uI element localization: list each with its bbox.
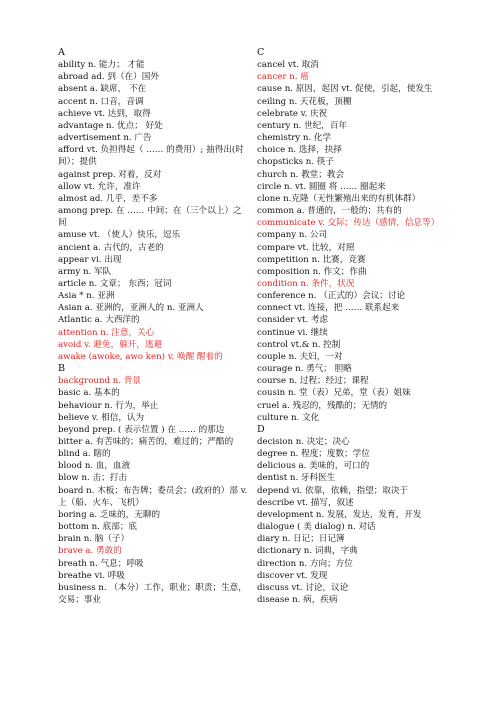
vocabulary-entry: development n. 发展，发达，发育，开发 xyxy=(257,509,422,520)
vocabulary-entry: courage n. 勇气； 胆略 xyxy=(257,364,352,375)
vocabulary-entry: almost ad. 几乎，差不多 xyxy=(58,193,158,204)
vocabulary-entry: blow n. 击；打击 xyxy=(58,473,127,484)
vocabulary-entry: connect vt. 连接，把 …… 联系起来 xyxy=(257,303,400,314)
vocabulary-entry: army n. 军队 xyxy=(58,266,112,277)
section-letter-heading: D xyxy=(257,423,265,435)
vocabulary-entry: afford vt. 负担得起（ …… 的费用）; 抽得出(时间）；提供 xyxy=(58,145,244,168)
vocabulary-entry: continue vi. 继续 xyxy=(257,327,328,338)
vocabulary-entry: absent a. 缺席， 不在 xyxy=(58,84,147,95)
section-letter-heading: C xyxy=(257,47,265,58)
vocabulary-entry: avoid v. 避免，躲开，逃避 xyxy=(58,339,163,350)
vocabulary-entry: company n. 公司 xyxy=(257,230,328,241)
vocabulary-entry: blind a. 瞎的 xyxy=(58,449,111,460)
vocabulary-entry: discover vt. 发现 xyxy=(257,570,328,581)
vocabulary-entry: bottom n. 底部；底 xyxy=(58,522,138,533)
vocabulary-entry: condition n. 条件，状况 xyxy=(257,278,355,289)
vocabulary-entry: boring a. 乏味的，无聊的 xyxy=(58,509,161,520)
vocabulary-entry: decision n. 决定；决心 xyxy=(257,437,350,447)
vocabulary-entry: discuss vt. 讨论，议论 xyxy=(257,582,349,593)
vocabulary-column-right xyxy=(257,47,445,606)
vocabulary-entry: board n. 木板；布告牌；委员会；(政府的）部 v. 上（船、火车、飞机） xyxy=(58,485,248,508)
vocabulary-entry: circle n. vt. 圆圈 将 …… 圈起来 xyxy=(257,181,386,192)
vocabulary-entry: achieve vt. 达到，取得 xyxy=(58,108,151,119)
vocabulary-entry: consider vt. 考虑 xyxy=(257,315,329,326)
vocabulary-entry: cause n. 原因，起因 vt. 促使，引起，使发生 xyxy=(257,84,433,95)
vocabulary-entry: believe v. 相信，认为 xyxy=(58,412,145,423)
vocabulary-entry: dentist n. 牙科医生 xyxy=(257,473,336,484)
vocabulary-entry: awake (awoke, awo ken) v. 唤醒 醒着的 xyxy=(58,351,223,362)
vocabulary-entry: control vt.& n. 控制 xyxy=(257,339,341,350)
vocabulary-entry: breath n. 气息；呼吸 xyxy=(58,558,144,569)
vocabulary-entry: against prep. 对着，反对 xyxy=(58,169,162,180)
vocabulary-column-left xyxy=(58,47,248,606)
vocabulary-entry: breathe vi. 呼吸 xyxy=(58,570,125,581)
vocabulary-entry: behaviour n. 行为，举止 xyxy=(58,400,159,411)
vocabulary-entry: ancient a. 古代的，古老的 xyxy=(58,242,164,253)
vocabulary-entry: choice n. 选择，抉择 xyxy=(257,145,342,156)
vocabulary-entry: describe vt. 描写，叙述 xyxy=(257,497,354,508)
vocabulary-entry: business n. （本分）工作，职业；职责；生意，交易；事业 xyxy=(58,582,247,606)
vocabulary-entry: background n. 背景 xyxy=(58,376,141,387)
vocabulary-entry: attention n. 注意，关心 xyxy=(58,327,155,338)
vocabulary-entry: common a. 普通的，一般的；共有的 xyxy=(257,206,402,217)
vocabulary-entry: diary n. 日记；日记簿 xyxy=(257,534,345,545)
vocabulary-entry: disease n. 病，疾病 xyxy=(257,595,338,606)
vocabulary-entry: Asia * n. 亚洲 xyxy=(58,291,115,302)
vocabulary-entry: church n. 教堂；教会 xyxy=(257,169,345,180)
vocabulary-entry: article n. 文章； 东西；冠词 xyxy=(58,278,172,289)
vocabulary-entry: cancel vt. 取消 xyxy=(257,60,319,71)
vocabulary-entry: amuse vt. （使人）快乐，逗乐 xyxy=(58,230,181,241)
vocabulary-entry: brave a. 勇敢的 xyxy=(58,546,122,557)
vocabulary-entry: dictionary n. 词典，字典 xyxy=(257,546,358,557)
vocabulary-entry: composition n. 作文；作曲 xyxy=(257,266,367,277)
vocabulary-entry: Atlantic a. 大西洋的 xyxy=(58,315,140,326)
vocabulary-entry: abroad ad. 到（在）国外 xyxy=(58,72,159,83)
vocabulary-entry: culture n. 文化 xyxy=(257,412,320,423)
vocabulary-entry: depend vi. 依靠，依赖，指望；取决于 xyxy=(257,485,409,496)
vocabulary-entry: chemistry n. 化学 xyxy=(257,133,332,144)
vocabulary-entry: basic a. 基本的 xyxy=(58,388,120,399)
vocabulary-entry: appear vi. 出现 xyxy=(58,254,122,265)
vocabulary-entry: cousin n. 堂（表）兄弟，堂（表）姐妹 xyxy=(257,388,411,399)
vocabulary-entry: allow vt. 允许，准许 xyxy=(58,181,141,192)
vocabulary-entry: conference n. （正式的）会议；讨论 xyxy=(257,291,406,302)
vocabulary-entry: communicate v. 交际；传达（感情，信息等） xyxy=(257,218,440,229)
vocabulary-entry: ability n. 能力； 才能 xyxy=(58,60,145,71)
vocabulary-entry: advantage n. 优点； 好处 xyxy=(58,120,163,131)
vocabulary-entry: couple n. 夫妇，一对 xyxy=(257,351,343,362)
vocabulary-entry: competition n. 比赛，竞赛 xyxy=(257,254,366,265)
vocabulary-entry: clone n.克隆（无性繁殖出来的有机体群） xyxy=(257,193,421,204)
vocabulary-entry: ceiling n. 天花板，顶棚 xyxy=(257,96,352,107)
section-letter-heading: A xyxy=(58,47,65,58)
vocabulary-entry: century n. 世纪，百年 xyxy=(257,120,348,131)
vocabulary-entry: blood n. 血，血液 xyxy=(58,461,131,472)
vocabulary-entry: accent n. 口音，音调 xyxy=(58,96,144,107)
section-letter-heading: B xyxy=(58,363,66,375)
vocabulary-entry: course n. 过程；经过；课程 xyxy=(257,376,369,387)
vocabulary-entry: degree n. 程度；度数；学位 xyxy=(257,449,370,460)
vocabulary-entry: chopsticks n. 筷子 xyxy=(257,157,334,168)
vocabulary-entry: compare vt. 比较，对照 xyxy=(257,242,355,253)
vocabulary-entry: celebrate v. 庆祝 xyxy=(257,108,328,119)
vocabulary-entry: advertisement n. 广告 xyxy=(58,133,152,144)
vocabulary-entry: dialogue ( 美 dialog) n. 对话 xyxy=(257,522,376,533)
vocabulary-entry: cruel a. 残忍的，残酷的；无情的 xyxy=(257,400,388,411)
vocabulary-entry: bitter a. 有苦味的；痛苦的，难过的；严酷的 xyxy=(58,437,234,447)
vocabulary-entry: among prep. 在 …… 中间；在（三个以上）之间 xyxy=(58,206,242,229)
vocabulary-entry: brain n. 脑（子） xyxy=(58,534,130,545)
vocabulary-entry: beyond prep. ( 表示位置 ) 在 …… 的那边 xyxy=(58,424,225,435)
vocabulary-entry: Asian a. 亚洲的，亚洲人的 n. 亚洲人 xyxy=(58,303,204,314)
vocabulary-entry: direction n. 方向；方位 xyxy=(257,558,353,569)
vocabulary-entry: cancer n. 癌 xyxy=(257,72,309,83)
vocabulary-entry: delicious a. 美味的，可口的 xyxy=(257,461,370,472)
